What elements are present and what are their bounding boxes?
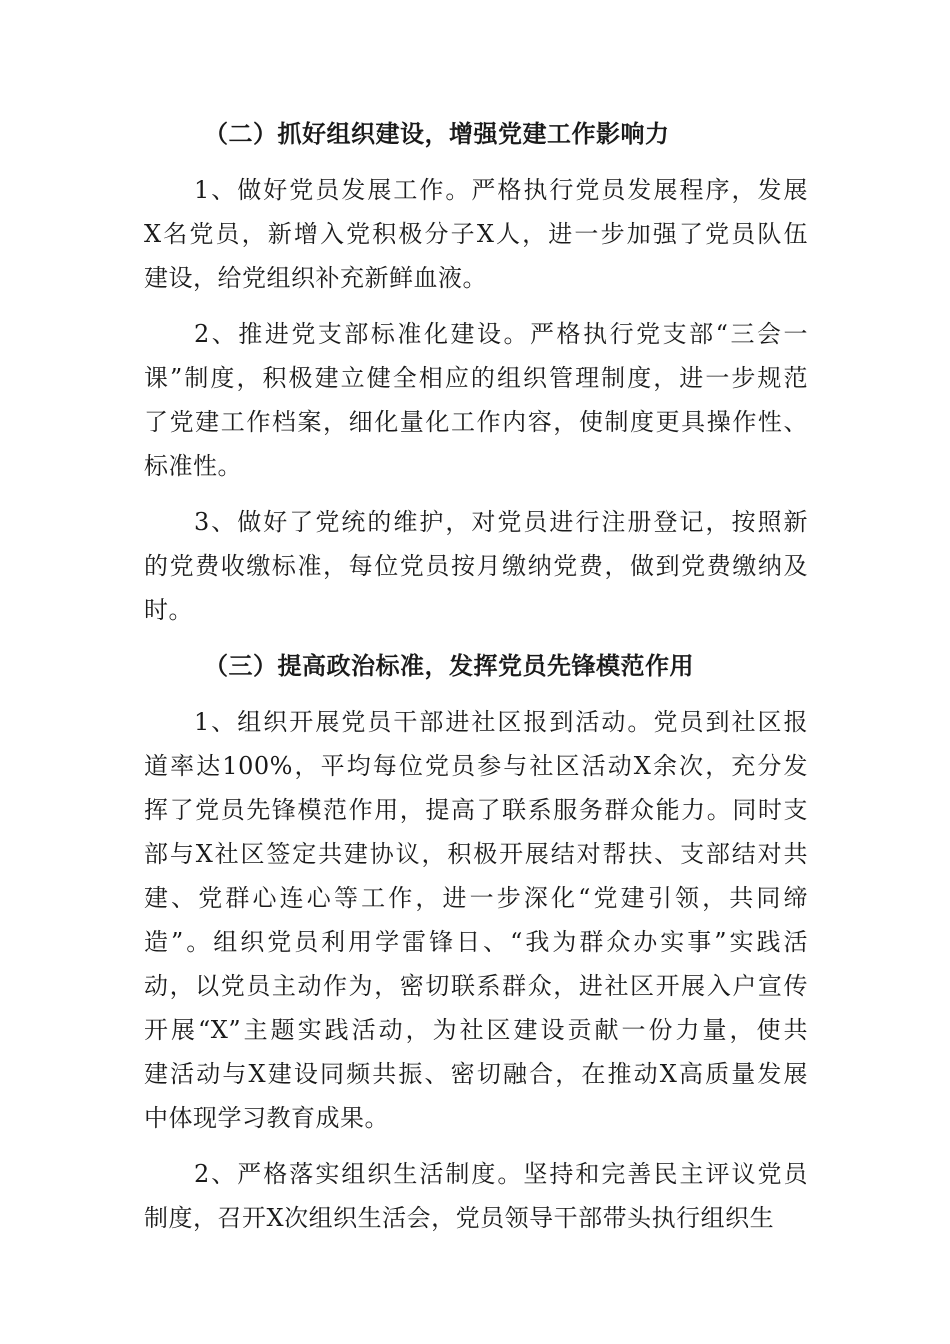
- paragraph-line: 道率达100%，平均每位党员参与社区活动X余次，充分发: [144, 752, 808, 780]
- paragraph-line: 的党费收缴标准，每位党员按月缴纳党费，做到党费缴纳及: [144, 552, 808, 580]
- paragraph-line: 部与X社区签定共建协议，积极开展结对帮扶、支部结对共: [144, 840, 808, 868]
- paragraph-line: 2、推进党支部标准化建设。严格执行党支部“三会一: [194, 320, 808, 348]
- paragraph: [144, 312, 808, 488]
- paragraph: [144, 500, 808, 632]
- paragraph-line: 标准性。: [144, 452, 242, 480]
- section-heading: （三）提高政治标准，发挥党员先锋模范作用: [204, 651, 694, 680]
- paragraph-line: 1、做好党员发展工作。严格执行党员发展程序，发展: [194, 176, 808, 204]
- paragraph-line: 时。: [144, 596, 193, 624]
- paragraph: [144, 700, 808, 1140]
- paragraph-line: 2、严格落实组织生活制度。坚持和完善民主评议党员: [194, 1160, 808, 1188]
- paragraph-line: 造”。组织党员利用学雷锋日、“我为群众办实事”实践活: [144, 928, 808, 956]
- section-heading: （二）抓好组织建设，增强党建工作影响力: [204, 119, 670, 148]
- document-page: [144, 112, 808, 1252]
- paragraph-line: 制度，召开X次组织生活会，党员领导干部带头执行组织生: [144, 1204, 775, 1232]
- paragraph-line: 课”制度，积极建立健全相应的组织管理制度，进一步规范: [144, 364, 808, 392]
- paragraph-line: 动，以党员主动作为，密切联系群众，进社区开展入户宣传: [144, 972, 808, 1000]
- paragraph-line: 1、组织开展党员干部进社区报到活动。党员到社区报: [194, 708, 808, 736]
- paragraph-line: 建设，给党组织补充新鲜血液。: [144, 264, 487, 292]
- paragraph-line: 中体现学习教育成果。: [144, 1104, 389, 1132]
- paragraph-line: 开展“X”主题实践活动，为社区建设贡献一份力量，使共: [144, 1016, 808, 1044]
- paragraph-line: 挥了党员先锋模范作用，提高了联系服务群众能力。同时支: [144, 796, 808, 824]
- paragraph: [144, 168, 808, 300]
- paragraph: [144, 1152, 808, 1240]
- paragraph-line: 建活动与X建设同频共振、密切融合，在推动X高质量发展: [144, 1060, 808, 1088]
- paragraph-line: 了党建工作档案，细化量化工作内容，使制度更具操作性、: [144, 408, 808, 436]
- paragraph-line: 3、做好了党统的维护，对党员进行注册登记，按照新: [194, 508, 808, 536]
- paragraph-line: X名党员，新增入党积极分子X人，进一步加强了党员队伍: [144, 220, 808, 248]
- paragraph-line: 建、党群心连心等工作，进一步深化“党建引领，共同缔: [144, 884, 808, 912]
